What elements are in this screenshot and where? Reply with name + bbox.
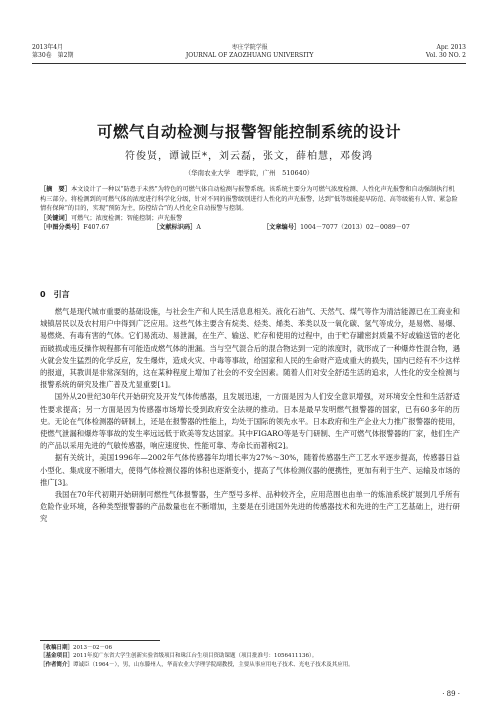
paragraph-2: 国外从20世纪30年代开始研究及开发气体传感器，且发展迅速，一方面是因为人们安全意识增强，对环境安全性和生活舒适性要求提高；另一方面是因为传感器市场增长受到政府安全法规的推动。日本是最早发明燃气报警器的国家，已有60多年的历史。无论在气体检测器的研制上，还是在报警器的性能上，均处于国际的领先水平。日本政府和生产企业大力推广报警器的使用，使燃气泄漏和爆炸等事故的发生率远远低于欧美等发达国家。其中FIGARO等是专门研制、生产可燃气体报警器的厂家，他们生产的产品以采用先进的气敏传感器，响应速度快、性能可靠、寿命长而著称[2]。 (40, 392, 460, 451)
section-heading-intro: 0 引言 (40, 290, 70, 299)
clc-code (40, 223, 153, 233)
doc-label: ［文献标识码］ (153, 224, 197, 232)
paragraph-4: 我国在70年代初期开始研制可燃性气体报警器，生产型号多样、品种较齐全，应用范围也由单一的炼油系统扩展到几乎所有危险作业环境，各种类型报警器的产品数量也在不断增加，主要是在引进国外先进的传感器技术和先进的生产工艺基础上，进行研究 (40, 490, 460, 524)
doc-code (153, 223, 263, 233)
header-rule (32, 63, 466, 64)
affiliation: （华南农业大学 理学院，广州 510640） (184, 169, 314, 177)
keywords-text: 可燃气；浓度检测；智能控制；声光报警 (70, 214, 183, 222)
footnote-label: ［作者简介］ (40, 661, 74, 668)
classification-row (40, 223, 460, 233)
keywords (40, 214, 460, 224)
footnote-funding (40, 652, 460, 660)
abstract-text: 本文设计了一种以“防患于未然”为特色的可燃气体自动检测与报警系统。该系统主要分为可燃气浓度检测、人性化声光报警和自动强制执行机构三部分。将检测到的可燃气体的浓度进行科学化分级，针对不同的报警级别进行人性化的声光报警，达到“低等级能提早防范、高等级能有人管、紧急险情有保障”的目的，实现“预防为主，防控结合”的人性化全自动报警与控制。 (40, 186, 458, 213)
header-volume-en: Vol. 30 NO. 2 (425, 52, 466, 59)
keywords-label: ［关键词］ (40, 214, 71, 222)
running-header (32, 44, 466, 60)
clc-label: ［中图分类号］ (40, 224, 84, 232)
abstract-label: ［摘 要］ (40, 186, 71, 193)
footnote-author (40, 661, 460, 669)
footnote-label: ［收稿日期］ (40, 645, 74, 651)
authors: 符俊贤，谭诚臣*，刘云磊，张文，薛柏慧，邓俊鸿 (125, 151, 373, 162)
header-date-en: Apr. 2013 (436, 44, 466, 51)
footnote-label: ［基金项目］ (40, 653, 74, 660)
body-text (40, 306, 460, 526)
journal-name-en: JOURNAL OF ZAOZHUANG UNIVERSITY (185, 52, 314, 59)
clc-value: F407.67 (83, 224, 110, 232)
article-value: 1004－7077（2013）02－0089－07 (300, 224, 410, 232)
footnote-received (40, 644, 460, 652)
page-number: · 89 · (442, 690, 460, 698)
header-volume: 第30卷 第2期 (32, 52, 74, 59)
article-label: ［文章编号］ (263, 224, 301, 232)
footnote-text: 谭诚臣（1964－），男，山东滕州人，华南农业大学理学院副教授，主要从事应用电子技术、光电子技术及其应用。 (73, 661, 354, 668)
header-date: 2013年4月 (32, 44, 64, 51)
abstract (40, 185, 460, 214)
footnote-rule (40, 640, 160, 641)
footnote-text: 2013－02－06 (73, 645, 113, 651)
footnotes (40, 644, 460, 669)
doc-value: A (196, 224, 201, 232)
abstract-block (40, 185, 460, 233)
journal-name-cn: 枣庄学院学报 (231, 44, 268, 51)
paper-title: 可燃气自动检测与报警智能控制系统的设计 (96, 123, 401, 141)
paragraph-1: 燃气是现代城市重要的基础设施，与社会生产和人民生活息息相关。液化石油气、天然气、煤气等作为清洁能源已在工商业和城镇居民以及农村用户中得到广泛应用。这些气体主要含有烷类、烃类、烯类、苯类以及一氧化碳、氢气等成分，是易燃、易爆、易燃烧、有毒有害的气体。它们易流动、易泄漏，在生产、输送、贮存和使用的过程中，由于贮存罐密封质量不好或输送管的老化而破损或违反操作规程都有可能造成燃气体的泄漏。当与空气混合后的混合物达到一定的浓度时，就形成了一种爆炸性混合物，遇火就会发生猛烈的化学反应，发生爆炸，造成火灾、中毒等事故，给国家和人民的生命财产造成重大的损失，国内已经有不少这样的报道，其教训是非常深刻的，这在某种程度上增加了社会的不安全因素。随着人们对安全舒适生活的追求，人性化的安全检测与报警系统的研究及推广普及尤显重要[1]。 (40, 307, 460, 390)
article-number (263, 223, 460, 233)
footnote-text: 2011年度广东省大学生创新实验省级项目和珠江台生项目资助课题（项目批准号：1056411136）。 (73, 653, 318, 660)
paragraph-3: 据有关统计，美国1996年—2002年气体传感器年均增长率为27%～30%，随着传感器生产工艺水平逐步提高，传感器日益小型化、集成度不断增大，使得气体检测仪器的体积也逐渐变小，提高了气体检测仪器的便携性，更加有利于生产、运输及市场的推广[3]。 (40, 453, 460, 487)
